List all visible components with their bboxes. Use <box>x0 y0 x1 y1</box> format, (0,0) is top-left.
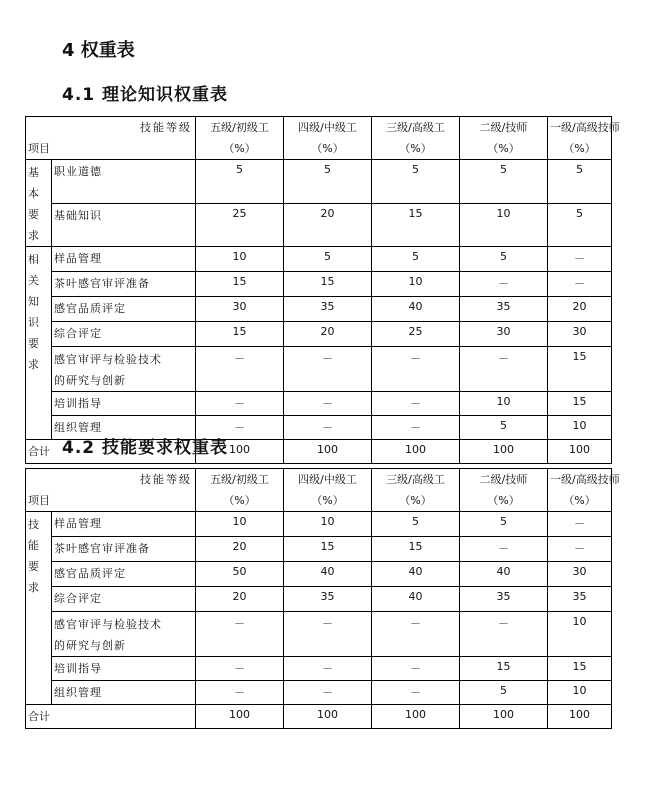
section-title: 4 权重表 <box>62 40 135 61</box>
value-cell: － <box>548 537 612 562</box>
value-cell: 40 <box>372 562 460 587</box>
item-label: 综合评定 <box>52 587 196 612</box>
level-header <box>284 469 372 512</box>
level-unit: （%） <box>563 142 596 155</box>
total-value-cell: 100 <box>548 705 612 729</box>
value-cell: 50 <box>196 562 284 587</box>
total-value-cell: 100 <box>548 440 612 464</box>
value-cell: 5 <box>460 512 548 537</box>
value-cell: 20 <box>284 203 372 247</box>
value-cell: － <box>284 657 372 681</box>
value-cell: － <box>196 657 284 681</box>
value-cell: － <box>372 392 460 416</box>
level-name: 一级/高级技师 <box>550 473 620 486</box>
level-header <box>548 469 620 512</box>
total-value-cell: 100 <box>196 705 284 729</box>
value-cell: － <box>548 512 612 537</box>
value-cell: － <box>460 347 548 392</box>
value-cell: 10 <box>284 512 372 537</box>
table1-title: 4.1 理论知识权重表 <box>62 85 229 105</box>
value-cell: 5 <box>460 681 548 705</box>
table-row <box>26 322 612 347</box>
value-cell: 25 <box>372 322 460 347</box>
level-header <box>460 117 548 160</box>
level-header <box>548 117 620 160</box>
value-cell: 10 <box>548 612 612 657</box>
item-label: 茶叶感官审评准备 <box>52 537 196 562</box>
value-cell: 10 <box>196 247 284 272</box>
level-name: 三级/高级工 <box>386 121 445 134</box>
level-name: 四级/中级工 <box>298 473 357 486</box>
table2-title: 4.2 技能要求权重表 <box>62 438 229 458</box>
value-cell: － <box>196 392 284 416</box>
value-cell: － <box>372 657 460 681</box>
table-row <box>26 587 612 612</box>
table-row <box>26 392 612 416</box>
level-name: 二级/技师 <box>479 473 528 486</box>
value-cell: 40 <box>372 297 460 322</box>
value-cell: － <box>196 347 284 392</box>
table-row <box>26 657 612 681</box>
value-cell: － <box>460 272 548 297</box>
header-row <box>26 469 612 512</box>
group-label-related-knowledge: 相关 知识 要求 <box>26 247 52 440</box>
value-cell: 20 <box>548 297 612 322</box>
value-cell: 20 <box>284 322 372 347</box>
value-cell: 15 <box>460 657 548 681</box>
value-cell: 40 <box>372 587 460 612</box>
level-unit: （%） <box>311 142 344 155</box>
total-value-cell: 100 <box>284 705 372 729</box>
table-row <box>26 272 612 297</box>
value-cell: 5 <box>372 512 460 537</box>
value-cell: 30 <box>196 297 284 322</box>
item-label: 茶叶感官审评准备 <box>52 272 196 297</box>
value-cell: － <box>548 247 612 272</box>
value-cell: 5 <box>460 160 548 204</box>
value-cell: 35 <box>460 297 548 322</box>
value-cell: 35 <box>460 587 548 612</box>
value-cell: 15 <box>372 537 460 562</box>
value-cell: 5 <box>196 160 284 204</box>
value-cell: 5 <box>460 247 548 272</box>
level-header <box>196 469 284 512</box>
level-unit: （%） <box>487 142 520 155</box>
total-value-cell: 100 <box>460 440 548 464</box>
header-corner-cell <box>26 469 196 512</box>
value-cell: 35 <box>548 587 612 612</box>
value-cell: 10 <box>196 512 284 537</box>
total-value-cell: 100 <box>284 440 372 464</box>
skills-weight-table <box>25 468 620 729</box>
level-unit: （%） <box>311 494 344 507</box>
table-row <box>26 203 612 247</box>
value-cell: 5 <box>460 416 548 440</box>
value-cell: 5 <box>548 203 612 247</box>
value-cell: 35 <box>284 297 372 322</box>
value-cell: 10 <box>460 392 548 416</box>
value-cell: － <box>460 537 548 562</box>
level-header <box>196 117 284 160</box>
table-row <box>26 537 612 562</box>
table-row <box>26 562 612 587</box>
value-cell: － <box>284 347 372 392</box>
level-unit: （%） <box>563 494 596 507</box>
value-cell: － <box>284 392 372 416</box>
item-label: 培训指导 <box>52 657 196 681</box>
group-label-skills: 技 能 要 求 <box>26 512 52 705</box>
item-label: 感官审评与检验技术 的研究与创新 <box>52 612 196 657</box>
skill-level-label: 技能等级 <box>140 473 192 486</box>
value-cell: － <box>372 681 460 705</box>
level-header <box>372 117 460 160</box>
level-header <box>284 117 372 160</box>
theory-weight-table <box>25 116 620 464</box>
value-cell: 15 <box>372 203 460 247</box>
table-row <box>26 347 612 392</box>
header-corner-cell <box>26 117 196 160</box>
value-cell: － <box>284 416 372 440</box>
value-cell: 35 <box>284 587 372 612</box>
item-label: 组织管理 <box>52 681 196 705</box>
level-name: 三级/高级工 <box>386 473 445 486</box>
value-cell: 15 <box>196 272 284 297</box>
total-label: 合计 <box>26 440 196 464</box>
value-cell: 20 <box>196 587 284 612</box>
item-label: 基础知识 <box>52 203 196 247</box>
total-label: 合计 <box>26 705 196 729</box>
value-cell: － <box>372 347 460 392</box>
table-row <box>26 247 612 272</box>
value-cell: 5 <box>284 247 372 272</box>
value-cell: 15 <box>548 347 612 392</box>
header-row <box>26 117 612 160</box>
value-cell: 15 <box>284 272 372 297</box>
value-cell: 5 <box>548 160 612 204</box>
total-value-cell: 100 <box>372 705 460 729</box>
project-label: 项目 <box>28 142 50 155</box>
value-cell: 10 <box>548 416 612 440</box>
value-cell: 10 <box>372 272 460 297</box>
level-name: 四级/中级工 <box>298 121 357 134</box>
value-cell: 30 <box>548 322 612 347</box>
level-unit: （%） <box>399 494 432 507</box>
level-name: 五级/初级工 <box>210 121 269 134</box>
table-row <box>26 160 612 204</box>
table-row <box>26 512 612 537</box>
value-cell: 5 <box>372 247 460 272</box>
value-cell: － <box>196 681 284 705</box>
skill-level-label: 技能等级 <box>140 121 192 134</box>
item-label: 职业道德 <box>52 160 196 204</box>
value-cell: 40 <box>460 562 548 587</box>
value-cell: 40 <box>284 562 372 587</box>
item-label: 样品管理 <box>52 512 196 537</box>
item-label: 综合评定 <box>52 322 196 347</box>
total-value-cell: 100 <box>196 440 284 464</box>
table-row <box>26 297 612 322</box>
value-cell: 10 <box>460 203 548 247</box>
value-cell: － <box>372 416 460 440</box>
value-cell: 25 <box>196 203 284 247</box>
value-cell: － <box>284 681 372 705</box>
value-cell: － <box>460 612 548 657</box>
item-label: 组织管理 <box>52 416 196 440</box>
level-unit: （%） <box>223 494 256 507</box>
value-cell: 5 <box>284 160 372 204</box>
table-row <box>26 681 612 705</box>
level-unit: （%） <box>223 142 256 155</box>
level-name: 一级/高级技师 <box>550 121 620 134</box>
total-value-cell: 100 <box>372 440 460 464</box>
level-header <box>460 469 548 512</box>
level-header <box>372 469 460 512</box>
level-name: 五级/初级工 <box>210 473 269 486</box>
level-unit: （%） <box>487 494 520 507</box>
value-cell: 5 <box>372 160 460 204</box>
item-label: 感官品质评定 <box>52 562 196 587</box>
level-unit: （%） <box>399 142 432 155</box>
value-cell: 30 <box>548 562 612 587</box>
group-label-basic: 基本 要求 <box>26 160 52 247</box>
value-cell: － <box>196 612 284 657</box>
value-cell: 15 <box>284 537 372 562</box>
item-label: 感官品质评定 <box>52 297 196 322</box>
total-value-cell: 100 <box>460 705 548 729</box>
project-label: 项目 <box>28 494 50 507</box>
value-cell: 15 <box>548 657 612 681</box>
value-cell: 30 <box>460 322 548 347</box>
item-label: 样品管理 <box>52 247 196 272</box>
level-name: 二级/技师 <box>479 121 528 134</box>
value-cell: 20 <box>196 537 284 562</box>
item-label: 感官审评与检验技术 的研究与创新 <box>52 347 196 392</box>
value-cell: 10 <box>548 681 612 705</box>
value-cell: 15 <box>548 392 612 416</box>
value-cell: － <box>284 612 372 657</box>
value-cell: 15 <box>196 322 284 347</box>
value-cell: － <box>548 272 612 297</box>
value-cell: － <box>372 612 460 657</box>
item-label: 培训指导 <box>52 392 196 416</box>
value-cell: － <box>196 416 284 440</box>
total-row <box>26 705 612 729</box>
table-row <box>26 612 612 657</box>
